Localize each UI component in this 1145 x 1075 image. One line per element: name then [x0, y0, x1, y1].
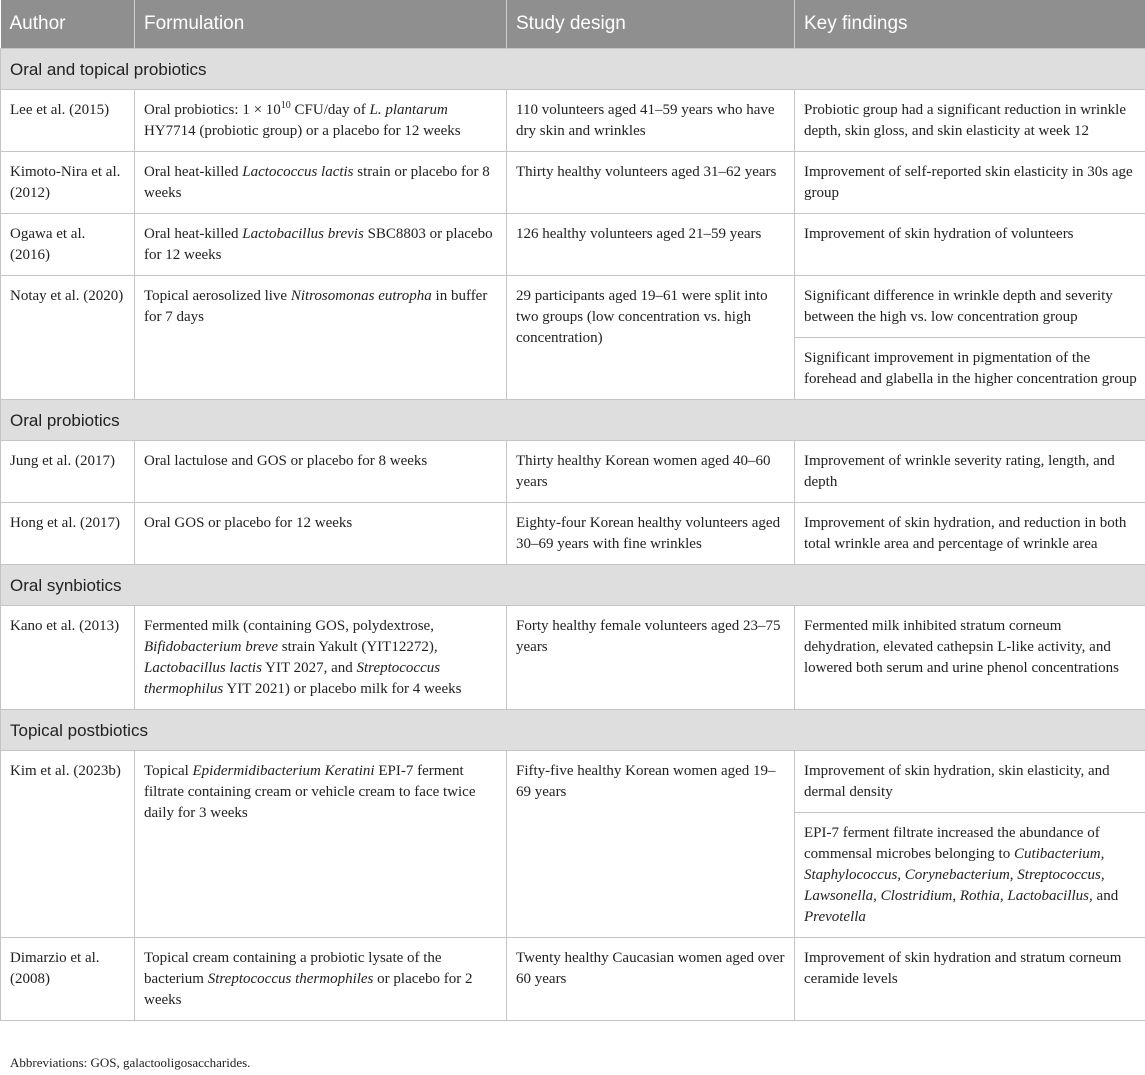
study-design-cell: Forty healthy female volunteers aged 23–75 years: [507, 606, 795, 710]
header-row: [1, 0, 1145, 49]
formulation-cell: [135, 276, 507, 400]
key-findings-cell: [795, 276, 1145, 338]
text-run: SBC8803 or placebo for 12 weeks: [144, 226, 493, 263]
author-cell: Lee et al. (2015): [1, 90, 135, 152]
text-run: Topical: [144, 763, 193, 779]
text-run: YIT 2021) or placebo milk for 4 weeks: [223, 681, 462, 697]
text-run: Oral heat-killed: [144, 226, 243, 242]
section-row: [1, 710, 1145, 751]
text-run: Improvement of wrinkle severity rating, length, and depth: [804, 453, 1115, 490]
study-design-cell: 110 volunteers aged 41–59 years who have dry skin and wrinkles: [507, 90, 795, 152]
author-cell: Kano et al. (2013): [1, 606, 135, 710]
key-findings-cell: [795, 938, 1145, 1021]
section-row: [1, 400, 1145, 441]
key-findings-cell: [795, 152, 1145, 214]
formulation-cell: [135, 606, 507, 710]
text-run: Topical cream containing a probiotic lysate of the bacterium: [144, 950, 442, 987]
author-cell: Kimoto-Nira et al. (2012): [1, 152, 135, 214]
text-run: Probiotic group had a significant reduction in wrinkle depth, skin gloss, and skin elasticity at week 12: [804, 102, 1127, 139]
italic-text: Lactobacillus lactis: [144, 660, 262, 676]
text-run: HY7714 (probiotic group) or a placebo for 12 weeks: [144, 123, 461, 139]
key-findings-cell: [795, 606, 1145, 710]
italic-text: Lactococcus lactis: [242, 164, 354, 180]
header-author: Author: [1, 0, 135, 49]
text-run: Improvement of skin hydration and stratum corneum ceramide levels: [804, 950, 1122, 987]
table-row: [1, 276, 1145, 338]
formulation-cell: [135, 152, 507, 214]
section-title: Oral probiotics: [1, 400, 1145, 441]
text-run: Oral probiotics: 1 × 10: [144, 102, 281, 118]
italic-text: Bifidobacterium breve: [144, 639, 278, 655]
table-row: [1, 503, 1145, 565]
text-run: , and: [1089, 888, 1119, 904]
key-findings-cell: [795, 338, 1145, 400]
text-run: or placebo for 2 weeks: [144, 971, 473, 1008]
text-run: Oral heat-killed: [144, 164, 243, 180]
table-row: [1, 90, 1145, 152]
study-design-cell: Thirty healthy volunteers aged 31–62 years: [507, 152, 795, 214]
text-run: EPI-7 ferment filtrate containing cream or vehicle cream to face twice daily for 3 weeks: [144, 763, 476, 821]
study-design-cell: 29 participants aged 19–61 were split into two groups (low concentration vs. high concentration): [507, 276, 795, 400]
author-cell: Dimarzio et al. (2008): [1, 938, 135, 1021]
study-design-cell: Eighty-four Korean healthy volunteers aged 30–69 years with fine wrinkles: [507, 503, 795, 565]
formulation-cell: [135, 503, 507, 565]
text-run: strain Yakult (YIT12272),: [278, 639, 438, 655]
text-run: Improvement of skin hydration, and reduction in both total wrinkle area and percentage of wrinkle area: [804, 515, 1127, 552]
table-row: [1, 441, 1145, 503]
key-findings-cell: [795, 214, 1145, 276]
italic-text: Nitrosomonas eutropha: [290, 288, 432, 304]
text-run: Topical aerosolized live: [144, 288, 291, 304]
table-row: [1, 152, 1145, 214]
section-title: Oral and topical probiotics: [1, 49, 1145, 90]
italic-text: Cutibacterium, Staphylococcus, Corynebacterium, Streptococcus, Lawsonella, Clostridium, Rothia, Lactobacillus: [804, 846, 1105, 904]
section-row: [1, 49, 1145, 90]
key-findings-cell: [795, 813, 1145, 938]
text-run: Oral GOS or placebo for 12 weeks: [144, 515, 353, 531]
section-row: [1, 565, 1145, 606]
formulation-cell: [135, 214, 507, 276]
author-cell: Jung et al. (2017): [1, 441, 135, 503]
text-run: Improvement of skin hydration of volunteers: [804, 226, 1074, 242]
text-run: Improvement of skin hydration, skin elasticity, and dermal density: [804, 763, 1110, 800]
table-row: [1, 751, 1145, 813]
study-design-cell: Fifty-five healthy Korean women aged 19–69 years: [507, 751, 795, 938]
italic-text: Streptococcus thermophilus: [144, 660, 441, 697]
italic-text: Streptococcus thermophiles: [207, 971, 374, 987]
key-findings-cell: [795, 751, 1145, 813]
header-key-findings: Key findings: [795, 0, 1145, 49]
header-formulation: Formulation: [135, 0, 507, 49]
table-row: [1, 214, 1145, 276]
table-row: [1, 938, 1145, 1021]
formulation-cell: [135, 751, 507, 938]
formulation-cell: [135, 441, 507, 503]
italic-text: L. plantarum: [369, 102, 448, 118]
text-run: YIT 2027, and: [261, 660, 357, 676]
study-design-cell: Thirty healthy Korean women aged 40–60 years: [507, 441, 795, 503]
section-title: Topical postbiotics: [1, 710, 1145, 751]
key-findings-cell: [795, 503, 1145, 565]
text-run: strain or placebo for 8 weeks: [144, 164, 490, 201]
superscript: 10: [280, 100, 291, 111]
italic-text: Epidermidibacterium Keratini: [192, 763, 375, 779]
italic-text: Prevotella: [804, 909, 866, 925]
text-run: Fermented milk (containing GOS, polydextrose,: [144, 618, 434, 634]
text-run: EPI-7 ferment filtrate increased the abundance of commensal microbes belonging to: [804, 825, 1100, 862]
author-cell: Ogawa et al. (2016): [1, 214, 135, 276]
author-cell: Hong et al. (2017): [1, 503, 135, 565]
study-design-cell: 126 healthy volunteers aged 21–59 years: [507, 214, 795, 276]
table-body: [1, 49, 1145, 1021]
text-run: Improvement of self-reported skin elasticity in 30s age group: [804, 164, 1133, 201]
section-title: Oral synbiotics: [1, 565, 1145, 606]
text-run: Oral lactulose and GOS or placebo for 8 weeks: [144, 453, 428, 469]
header-study-design: Study design: [507, 0, 795, 49]
table-row: [1, 606, 1145, 710]
formulation-cell: [135, 90, 507, 152]
formulation-cell: [135, 938, 507, 1021]
text-run: Fermented milk inhibited stratum corneum dehydration, elevated cathepsin L-like activity, and lowered both serum and urine phenol concentrations: [804, 618, 1119, 676]
footnote: Abbreviations: GOS, galactooligosaccharides.: [10, 1055, 251, 1070]
study-design-cell: Twenty healthy Caucasian women aged over 60 years: [507, 938, 795, 1021]
author-cell: Notay et al. (2020): [1, 276, 135, 400]
italic-text: Lactobacillus brevis: [242, 226, 364, 242]
text-run: Significant improvement in pigmentation of the forehead and glabella in the higher concentration group: [804, 350, 1137, 387]
text-run: CFU/day of: [290, 102, 370, 118]
key-findings-cell: [795, 441, 1145, 503]
author-cell: Kim et al. (2023b): [1, 751, 135, 938]
text-run: Significant difference in wrinkle depth and severity between the high vs. low concentration group: [804, 288, 1113, 325]
key-findings-cell: [795, 90, 1145, 152]
text-run: in buffer for 7 days: [144, 288, 488, 325]
